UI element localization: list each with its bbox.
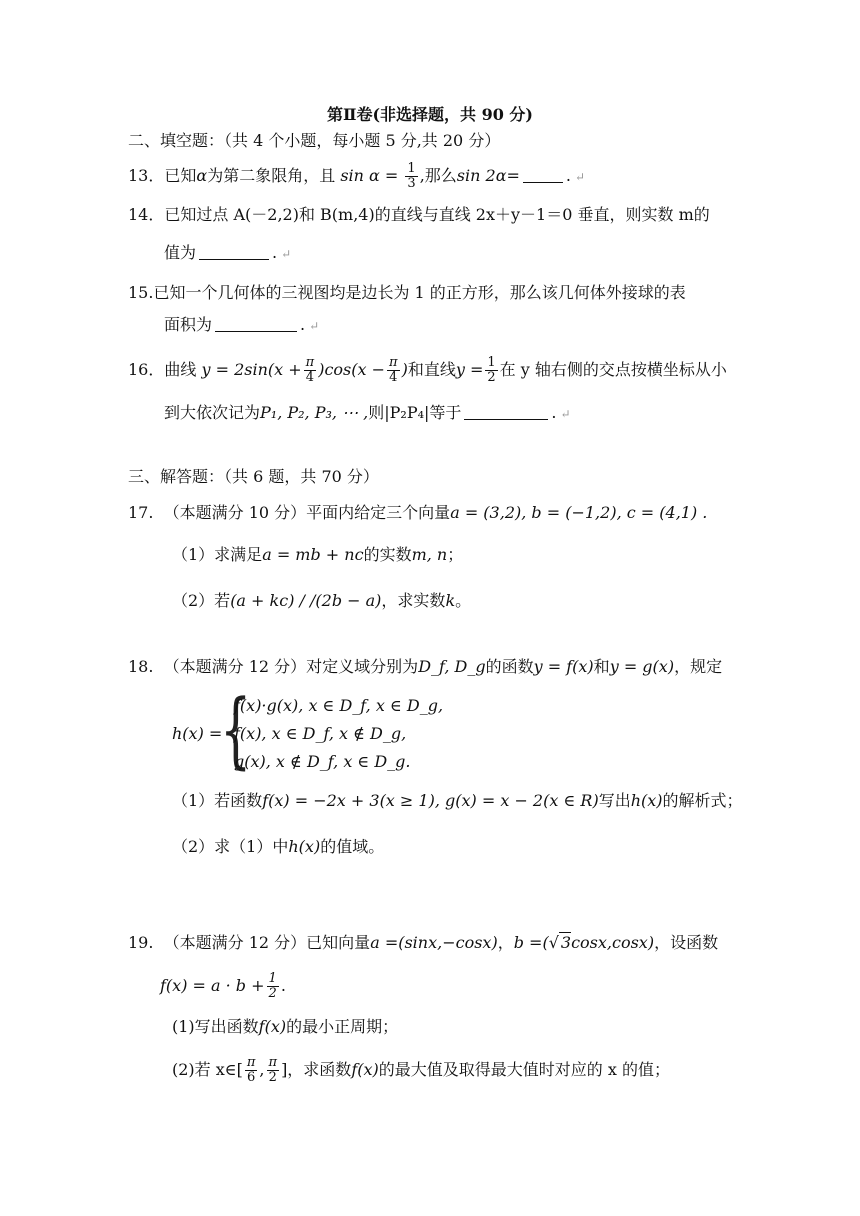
case-2: f(x), x ∈ D_f, x ∉ D_g, <box>234 724 407 743</box>
return-mark-icon: ↵ <box>309 319 320 333</box>
page-title: 第Ⅱ卷(非选择题，共 90 分) <box>326 105 534 124</box>
question-19-function: f(x) = a · b + $\frac{1}{2}$ . <box>160 971 286 1001</box>
question-17-part-1: （1）求满足a = mb + nc的实数m, n； <box>172 545 464 564</box>
question-19: 19. （本题满分 12 分）已知向量a =(sinx,−cosx)，b =(√ 3cosx,cosx)，设函数 <box>128 933 719 952</box>
answer-blank[interactable] <box>215 315 297 332</box>
question-14: 14．已知过点 A(－2,2)和 B(m,4)的直线与直线 2x＋y－1＝0 垂直，则实数 m的 <box>128 205 710 224</box>
question-18: 18. （本题满分 12 分）对定义域分别为D_f, D_g的函数y = f(x)和y = g(x)，规定 <box>128 657 723 676</box>
case-1: f(x)·g(x), x ∈ D_f, x ∈ D_g, <box>234 696 444 715</box>
sqrt-icon: √ <box>548 933 559 952</box>
return-mark-icon: ↵ <box>575 170 586 184</box>
fraction-pi-over-4: $\frac{\pi}{4}$ <box>389 355 398 385</box>
exam-page: 第Ⅱ卷(非选择题，共 90 分) 二、填空题：（共 4 个小题，每小题 5 分,共 20 分） 13．已知α为第二象限角，且 sin α = $\frac{1}{3}$ ,那么sin 2α= . ↵ 14．已知过点 A(－2,2)和 B(m,4)的直线与直线 2x＋y－1＝0 垂直，则实数 m的 值为 . ↵ 15.已知一个几何体的三视图均是边长为 1 的正方形，那么该几何体外接球的表 面积为 . ↵ 16．曲线 y = 2sin(x + $\frac{\pi}{4}$ )cos(x − $\frac{\pi}{4}$ )和直线y = $\frac{1}{2}$ 在 y 轴右侧的交点按横坐标从小 到大依次记为P₁, P₂, P₃, ⋯ ,则|P₂P₄|等于 . ↵ 三、解答题：（共 6 题，共 70 分） 17. （本题满分 10 分）平面内给定三个向量a = (3,2), b = (−1,2), c = (4,1) . （1）求满足a = mb + nc的实数m, n； （2）若(a + kc) / /(2b − a)，求实数k。 18. （本题满分 12 分）对定义域分别为D_f, D_g的函数y = f(x)和y = g(x)，规定 h(x) = { f(x)·g(x), x ∈ D_f, x ∈ D_g, f(x), x ∈ D_f, x ∉ D_g, g(x), x ∉ D_f, x ∈ D_g. （1）若函数f(x) = −2x + 3(x ≥ 1), g(x) = x − 2(x ∈ R)写出h(x)的解析式； （2）求（1）中h(x)的值域。 19. （本题满分 12 分）已知向量a =(sinx,−cosx)，b =(√ 3cosx,cosx)，设函数 f(x) = a · b + $\frac{1}{2}$ . (1)写出函数f(x)的最小正周期； (2)若 x∈[ $\frac{\pi}{6}$ , $\frac{\pi}{2}$ ]，求函数f(x)的最大值及取得最大值时对应的 x 的值； <box>0 0 860 1216</box>
question-17: 17. （本题满分 10 分）平面内给定三个向量a = (3,2), b = (−1,2), c = (4,1) . <box>128 503 708 522</box>
fraction-pi-over-6: $\frac{\pi}{6}$ <box>246 1055 256 1085</box>
fraction-pi-over-2: $\frac{\pi}{2}$ <box>268 1055 278 1085</box>
question-18-part-2: （2）求（1）中h(x)的值域。 <box>172 837 385 856</box>
fraction-one-third: $\frac{1}{3}$ <box>407 161 416 191</box>
question-15-cont: 面积为 . ↵ <box>164 315 320 334</box>
question-18-part-1: （1）若函数f(x) = −2x + 3(x ≥ 1), g(x) = x − 2(x ∈ R)写出h(x)的解析式； <box>172 791 743 810</box>
question-17-part-2: （2）若(a + kc) / /(2b − a)，求实数k。 <box>172 591 472 610</box>
question-16: 16．曲线 y = 2sin(x + $\frac{\pi}{4}$ )cos(x − $\frac{\pi}{4}$ )和直线y = $\frac{1}{2}$ 在 y 轴右侧的交点按横坐标从小 <box>128 355 727 385</box>
answer-blank[interactable] <box>523 166 563 183</box>
question-13: 13．已知α为第二象限角，且 sin α = $\frac{1}{3}$ ,那么sin 2α= . ↵ <box>128 161 586 191</box>
left-brace: { <box>220 683 252 778</box>
question-19-part-2: (2)若 x∈[ $\frac{\pi}{6}$ , $\frac{\pi}{2}$ ]，求函数f(x)的最大值及取得最大值时对应的 x 的值； <box>172 1055 670 1085</box>
question-14-cont: 值为 . ↵ <box>164 243 292 262</box>
question-15: 15.已知一个几何体的三视图均是边长为 1 的正方形，那么该几何体外接球的表 <box>128 283 686 302</box>
return-mark-icon: ↵ <box>560 407 571 421</box>
section-heading-fill-in: 二、填空题：（共 4 个小题，每小题 5 分,共 20 分） <box>128 131 501 150</box>
section-heading-answer: 三、解答题：（共 6 题，共 70 分） <box>128 467 379 486</box>
answer-blank[interactable] <box>199 243 269 260</box>
case-3: g(x), x ∉ D_f, x ∈ D_g. <box>234 752 411 771</box>
question-19-part-1: (1)写出函数f(x)的最小正周期； <box>172 1017 399 1036</box>
fraction-one-half: $\frac{1}{2}$ <box>268 971 277 1001</box>
return-mark-icon: ↵ <box>281 247 292 261</box>
fraction-one-half: $\frac{1}{2}$ <box>487 355 496 385</box>
fraction-pi-over-4: $\frac{\pi}{4}$ <box>305 355 315 385</box>
question-16-cont: 到大依次记为P₁, P₂, P₃, ⋯ ,则|P₂P₄|等于 . ↵ <box>164 403 571 422</box>
answer-blank[interactable] <box>464 403 548 420</box>
